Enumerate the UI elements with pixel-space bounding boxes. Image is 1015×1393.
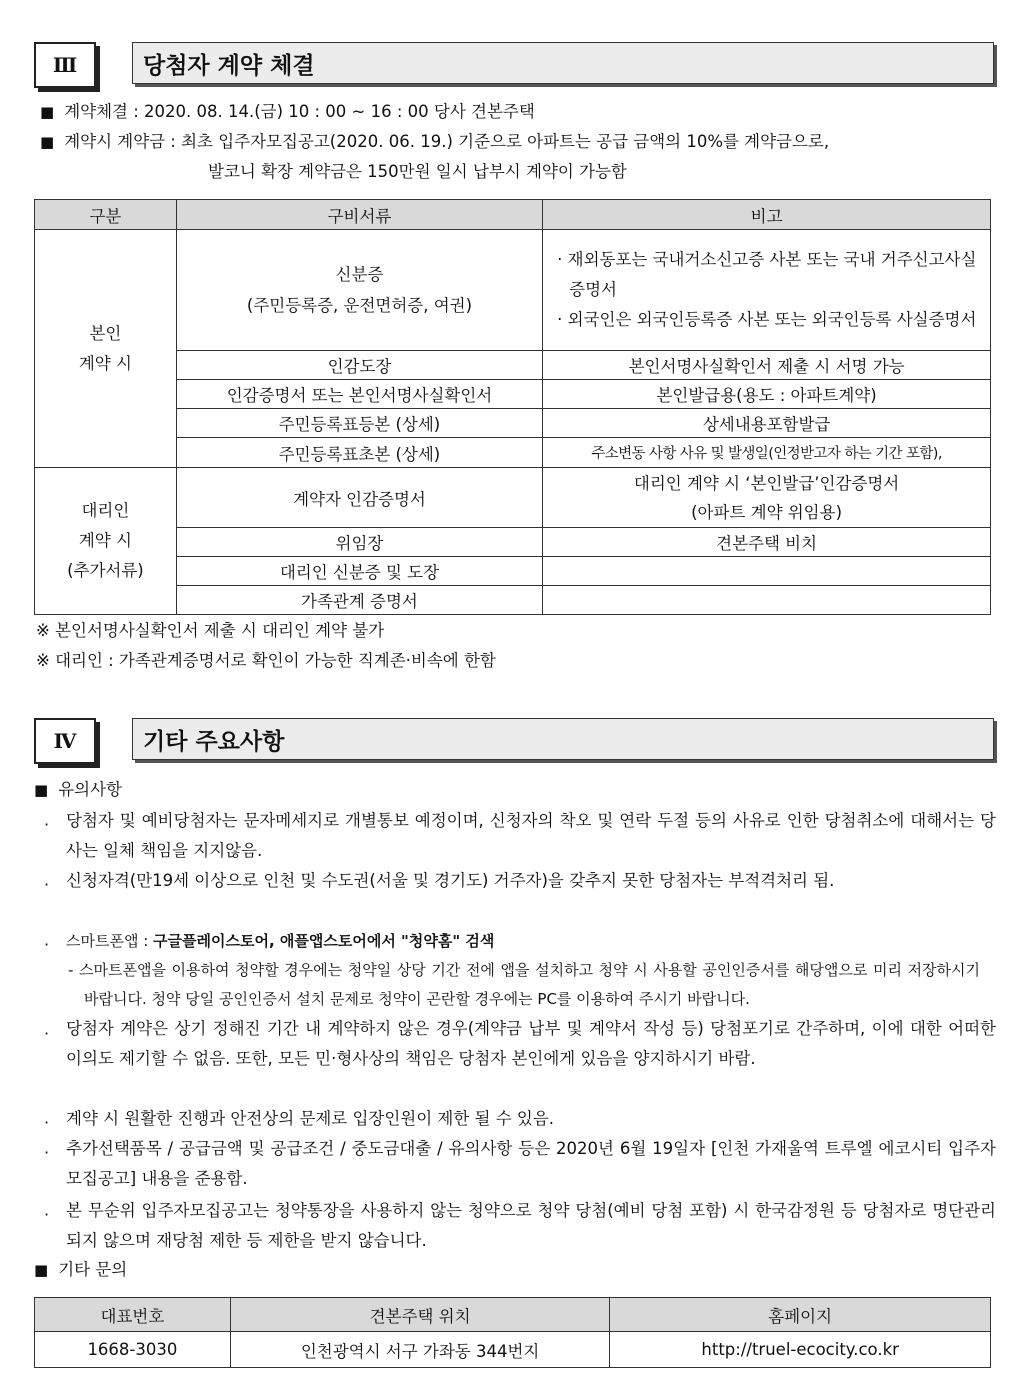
- note-bullet: · 재외동포는 국내거소신고증 사본 또는 국내 거주신고사실증명서: [557, 250, 977, 299]
- table-row: [35, 586, 991, 615]
- contact-row: [35, 1332, 991, 1368]
- homepage-link[interactable]: http://truel-ecocity.co.kr: [610, 1332, 991, 1368]
- section4-title: 기타 주요사항: [132, 718, 994, 760]
- caution-item: 당첨자 계약은 상기 정해진 기간 내 계약하지 않은 경우(계약금 납부 및 계약서 작성 등) 당첨포기로 간주하며, 이에 대한 어떠한 이의도 제기할 수 없음. 또한, 모든 민·형사상의 책임은 당첨자 본인에게 있음을 양지하시기 바람.: [66, 1019, 996, 1068]
- header-remarks: 비고: [543, 200, 991, 230]
- table-row: [35, 438, 991, 468]
- doc-cell: 주민등록표등본 (상세): [176, 409, 542, 438]
- bullet-dot: ·: [44, 815, 50, 834]
- note-bullet: · 외국인은 외국인등록증 사본 또는 외국인등록 사실증명서: [557, 310, 977, 329]
- header-homepage: 홈페이지: [610, 1298, 991, 1332]
- header-documents: 구비서류: [176, 200, 542, 230]
- caution-item: 본 무순위 입주자모집공고는 청약통장을 사용하지 않는 청약으로 청약 당첨(예비 당첨 포함) 시 한국감정원 등 당첨자로 명단관리 되지 않으며 재당첨 제한 등 제한을 받지 않습니다.: [66, 1201, 996, 1250]
- table-row: [35, 409, 991, 438]
- note-cell: 본인발급용(용도 : 아파트계약): [543, 380, 991, 409]
- section3-title: 당첨자 계약 체결: [132, 42, 994, 84]
- table-row: [35, 230, 991, 351]
- proxy-contract-group: 대리인 계약 시 (추가서류): [35, 468, 177, 615]
- table-row: [35, 380, 991, 409]
- doc-cell: 인감도장: [176, 351, 542, 380]
- note-cell: 주소변동 사항 사유 및 발생일(인정받고자 하는 기간 포함),: [543, 438, 991, 468]
- model-house-location: 인천광역시 서구 가좌동 344번지: [230, 1332, 610, 1368]
- doc-cell: 신분증 (주민등록증, 운전면허증, 여권): [176, 230, 542, 351]
- bullet-dot: ·: [44, 875, 50, 894]
- header-location: 견본주택 위치: [230, 1298, 610, 1332]
- table-row: [35, 557, 991, 586]
- bullet-dot: ·: [44, 1205, 50, 1224]
- caution-item: 신청자격(만19세 이상으로 인천 및 수도권(서울 및 경기도) 거주자)을 갖추지 못한 당첨자는 부적격처리 됨.: [66, 871, 835, 890]
- note-proxy-scope: ※ 대리인 : 가족관계증명서로 확인이 가능한 직계존·비속에 한함: [36, 651, 496, 670]
- caution-item-app: 스마트폰앱 : 구글플레이스토어, 애플앱스토어에서 "청약홈" 검색: [66, 932, 495, 950]
- doc-cell: 계약자 인감증명서: [176, 468, 542, 528]
- doc-cell: 가족관계 증명서: [176, 586, 542, 615]
- header-phone: 대표번호: [35, 1298, 231, 1332]
- note-proxy-restriction: ※ 본인서명사실확인서 제출 시 대리인 계약 불가: [36, 621, 385, 640]
- deposit-line-cont: 발코니 확장 계약금은 150만원 일시 납부시 계약이 가능함: [208, 162, 627, 181]
- table-row: [35, 351, 991, 380]
- header-category: 구분: [35, 200, 177, 230]
- note-cell: 견본주택 비치: [543, 528, 991, 557]
- contact-table: [34, 1297, 991, 1368]
- inquiry-heading: ■ 기타 문의: [34, 1259, 127, 1281]
- caution-heading: ■ 유의사항: [34, 779, 122, 801]
- table-row: [35, 528, 991, 557]
- bullet-dot: ·: [44, 1113, 50, 1132]
- phone-number: 1668-3030: [35, 1332, 231, 1368]
- note-cell: [543, 586, 991, 615]
- contact-header-row: [35, 1298, 991, 1332]
- bullet-dot: ·: [44, 1143, 50, 1162]
- caution-item: 추가선택품목 / 공급금액 및 공급조건 / 중도금대출 / 유의사항 등은 2020년 6월 19일자 [인천 가재울역 트루엘 에코시티 입주자모집공고] 내용을 준용함.: [66, 1139, 996, 1188]
- doc-cell: 인감증명서 또는 본인서명사실확인서: [176, 380, 542, 409]
- table-header-row: [35, 200, 991, 230]
- contract-docs-table: [34, 199, 991, 615]
- self-contract-group: 본인 계약 시: [35, 230, 177, 468]
- caution-item: 당첨자 및 예비당첨자는 문자메세지로 개별통보 예정이며, 신청자의 착오 및 연락 두절 등의 사유로 인한 당첨취소에 대해서는 당사는 일체 책임을 지지않음.: [66, 811, 996, 860]
- note-cell: 상세내용포함발급: [543, 409, 991, 438]
- caution-item: 계약 시 원활한 진행과 안전상의 문제로 입장인원이 제한 될 수 있음.: [66, 1109, 555, 1128]
- doc-cell: 위임장: [176, 528, 542, 557]
- section3-number: Ⅲ: [34, 42, 96, 88]
- note-cell: 본인서명사실확인서 제출 시 서명 가능: [543, 351, 991, 380]
- note-cell: [543, 557, 991, 586]
- deposit-line: ■ 계약시 계약금 : 최초 입주자모집공고(2020. 06. 19.) 기준으로 아파트는 공급 금액의 10%를 계약금으로,: [40, 131, 829, 153]
- note-cell: [543, 230, 991, 351]
- bullet-dot: ·: [44, 935, 50, 954]
- contract-date-line: ■ 계약체결 : 2020. 08. 14.(금) 10 : 00 ~ 16 : 00 당사 견본주택: [40, 101, 535, 123]
- doc-cell: 대리인 신분증 및 도장: [176, 557, 542, 586]
- app-sub-note: - 스마트폰앱을 이용하여 청약할 경우에는 청약일 상당 기간 전에 앱을 설치하고 청약 시 사용할 공인인증서를 해당앱으로 미리 저장하시기 바랍니다. 청약 당일 공인인증서 설치 문제로 청약이 곤란할 경우에는 PC를 이용하여 주시기 바랍니다.: [68, 961, 980, 1008]
- bullet-dot: ·: [44, 1024, 50, 1043]
- note-cell: 대리인 계약 시 ‘본인발급’인감증명서 (아파트 계약 위임용): [543, 468, 991, 528]
- section4-number: Ⅳ: [34, 718, 96, 764]
- table-row: [35, 468, 991, 528]
- app-search-text: 구글플레이스토어, 애플앱스토어에서 "청약홈" 검색: [153, 932, 495, 950]
- doc-cell: 주민등록표초본 (상세): [176, 438, 542, 468]
